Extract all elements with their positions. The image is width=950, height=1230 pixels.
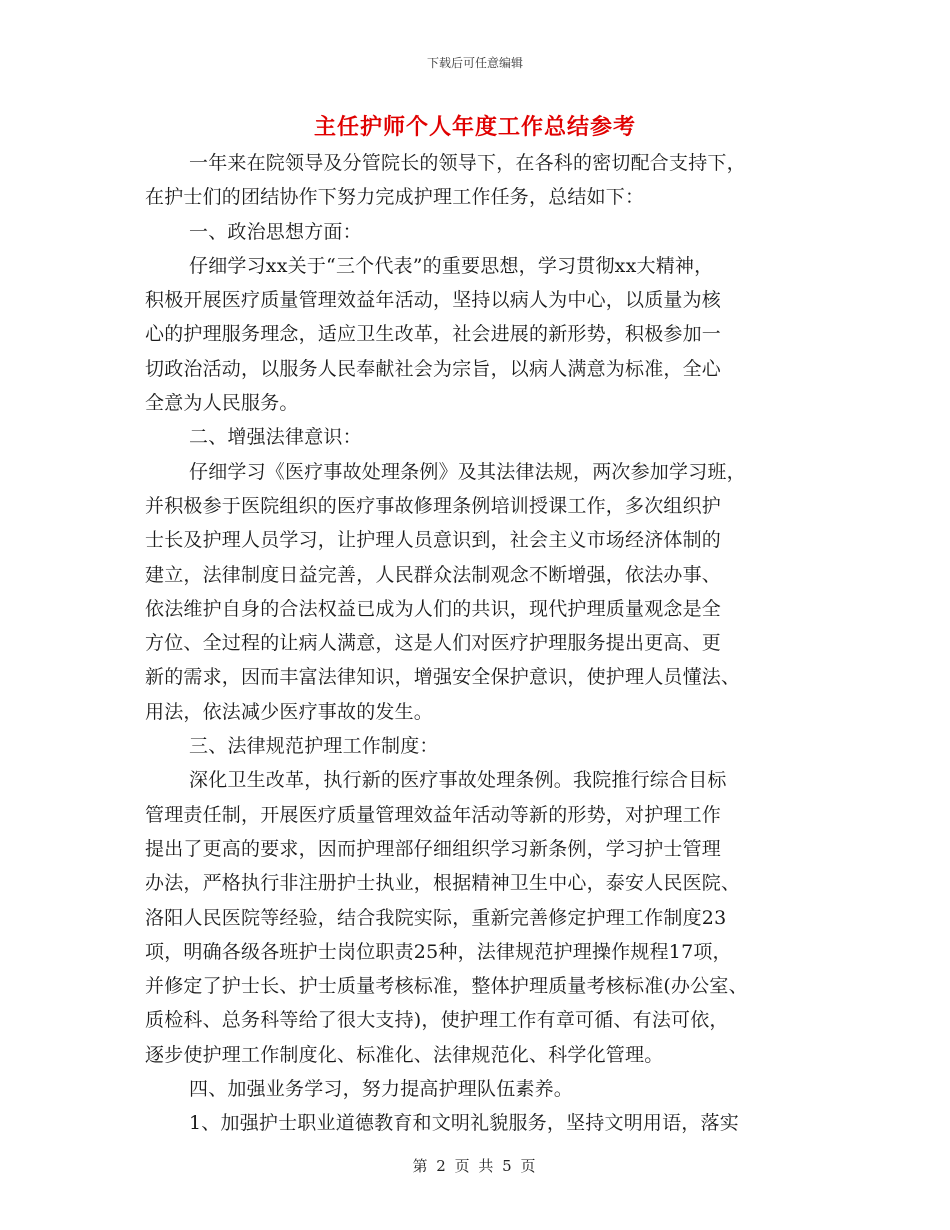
body-line: 依法维护自身的合法权益已成为人们的共识，现代护理质量观念是全 xyxy=(145,597,722,620)
page-footer: 第 2 页 共 5 页 xyxy=(412,1157,538,1175)
body-line: 仔细学习xx关于“三个代表”的重要思想，学习贯彻xx大精神， xyxy=(189,254,714,277)
body-line: 并积极参于医院组织的医疗事故修理条例培训授课工作，多次组织护 xyxy=(145,494,722,517)
body-line: 在护士们的团结协作下努力完成护理工作任务，总结如下： xyxy=(145,186,645,209)
body-line: 用法，依法减少医疗事故的发生。 xyxy=(145,700,434,723)
body-line: 二、增强法律意识： xyxy=(189,426,362,449)
body-line: 士长及护理人员学习，让护理人员意识到，社会主义市场经济体制的 xyxy=(145,529,722,552)
body-line: 一年来在院领导及分管院长的领导下，在各科的密切配合支持下， xyxy=(189,152,746,174)
body-line: 深化卫生改革，执行新的医疗事故处理条例。我院推行综合目标 xyxy=(189,769,727,792)
body-line: 切政治活动，以服务人民奉献社会为宗旨，以病人满意为标准，全心 xyxy=(145,357,722,380)
body-line: 心的护理服务理念，适应卫生改革，社会进展的新形势，积极参加一 xyxy=(145,323,722,346)
header-note: 下载后可任意编辑 xyxy=(426,56,523,70)
body-line: 并修定了护士长、护士质量考核标准，整体护理质量考核标准(办公室、 xyxy=(145,975,748,998)
body-line: 全意为人民服务。 xyxy=(145,392,299,415)
body-line: 洛阳人民医院等经验，结合我院实际，重新完善修定护理工作制度23 xyxy=(145,906,727,929)
body-line: 四、加强业务学习，努力提高护理队伍素养。 xyxy=(189,1078,574,1101)
body-line: 管理责任制，开展医疗质量管理效益年活动等新的形势，对护理工作 xyxy=(145,803,722,826)
body-line: 积极开展医疗质量管理效益年活动，坚持以病人为中心，以质量为核 xyxy=(145,289,722,312)
body-line: 1、加强护士职业道德教育和文明礼貌服务，坚持文明用语，落实 xyxy=(189,1112,739,1135)
document-body xyxy=(145,146,810,1141)
body-line: 仔细学习《医疗事故处理条例》及其法律法规，两次参加学习班， xyxy=(189,460,746,483)
document-title: 主任护师个人年度工作总结参考 xyxy=(313,114,636,140)
body-line: 新的需求，因而丰富法律知识，增强安全保护意识，使护理人员懂法、 xyxy=(145,666,741,689)
body-line: 三、法律规范护理工作制度： xyxy=(189,735,439,758)
body-line: 逐步使护理工作制度化、标准化、法律规范化、科学化管理。 xyxy=(145,1043,664,1066)
body-line: 质检科、总务科等给了很大支持)，使护理工作有章可循、有法可依， xyxy=(145,1009,729,1032)
body-line: 一、政治思想方面： xyxy=(189,220,362,243)
body-line: 提出了更高的要求，因而护理部仔细组织学习新条例，学习护士管理 xyxy=(145,837,722,860)
body-line: 建立，法律制度日益完善，人民群众法制观念不断增强，依法办事、 xyxy=(145,563,722,586)
body-line: 办法，严格执行非注册护士执业，根据精神卫生中心，泰安人民医院、 xyxy=(145,872,741,895)
body-line: 方位、全过程的让病人满意，这是人们对医疗护理服务提出更高、更 xyxy=(145,632,722,655)
body-line: 项，明确各级各班护士岗位职责25种，法律规范护理操作规程17项， xyxy=(145,940,732,963)
